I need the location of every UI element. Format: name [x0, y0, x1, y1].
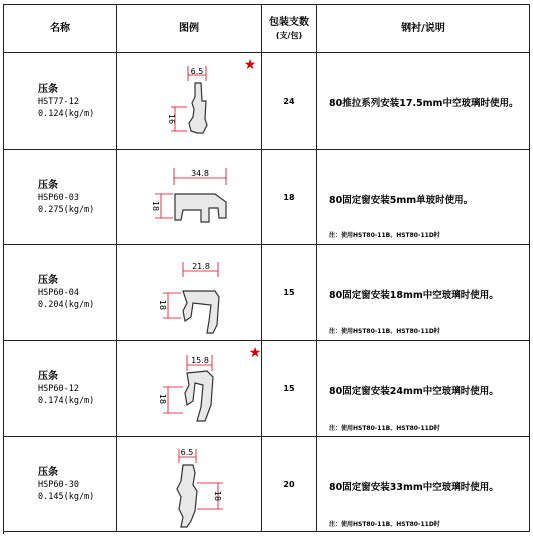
row-3-qty	[262, 341, 317, 437]
dim-height-label: 18	[213, 490, 222, 502]
row-2-desc	[317, 245, 530, 341]
row-3-qty-value: 15	[283, 384, 295, 393]
row-3-code: HSP60-12	[38, 384, 79, 394]
row-2-title: 压条	[38, 275, 58, 286]
row-4-desc	[317, 437, 530, 532]
dim-width-label: 6.5	[180, 448, 194, 457]
profile-shape-3	[185, 371, 213, 421]
row-3-note: 注：使用HST80-11B、HST80-11D时	[329, 425, 440, 432]
profile-shape-1	[175, 194, 226, 222]
row-2-weight: 0.204(kg/m)	[38, 300, 95, 310]
dim-height-label: 18	[151, 200, 160, 212]
header-qty-line2: (支/包)	[275, 30, 303, 40]
row-2-qty-value: 15	[283, 288, 295, 297]
profile-drawing-1	[117, 150, 262, 245]
header-name-text: 名称	[50, 23, 70, 34]
row-3-desc-text: 80固定窗安装24mm中空玻璃时使用。	[329, 386, 499, 397]
profile-shape-0	[189, 83, 207, 133]
star-icon: ★	[248, 345, 262, 361]
row-4-title: 压条	[38, 466, 58, 478]
profile-drawing-4	[117, 437, 262, 532]
row-1-figure	[117, 150, 262, 245]
row-4-qty	[262, 437, 317, 532]
spec-table	[3, 4, 530, 534]
dim-width-label: 21.8	[192, 262, 210, 271]
profile-shape-4	[177, 465, 197, 527]
row-1-desc-text: 80固定窗安装5mm单玻时使用。	[329, 195, 474, 206]
row-3-figure	[117, 341, 262, 437]
dim-height-label: 18	[158, 299, 167, 311]
row-4-figure	[117, 437, 262, 532]
row-3-title: 压条	[38, 371, 58, 382]
row-3-desc	[317, 341, 530, 437]
dim-width-label: 6.5	[190, 67, 204, 76]
header-figure	[117, 5, 262, 53]
row-1-qty-value: 18	[283, 192, 295, 202]
row-0-qty-value: 24	[283, 96, 295, 106]
header-desc	[317, 5, 530, 53]
star-icon: ★	[243, 57, 257, 73]
row-2-desc-text: 80固定窗安装18mm中空玻璃时使用。	[329, 290, 499, 301]
row-0-weight: 0.124(kg/m)	[38, 108, 95, 119]
header-qty	[262, 5, 317, 53]
row-1-weight: 0.275(kg/m)	[38, 204, 95, 215]
row-4-weight: 0.145(kg/m)	[38, 491, 95, 502]
row-0-name	[4, 53, 117, 150]
row-2-note: 注：使用HST80-11B、HST80-11D时	[329, 328, 440, 335]
row-1-title: 压条	[38, 179, 58, 191]
row-4-name	[4, 437, 117, 532]
row-0-title: 压条	[38, 83, 58, 95]
row-4-code: HSP60-30	[38, 479, 79, 490]
row-1-qty	[262, 150, 317, 245]
row-2-qty	[262, 245, 317, 341]
row-2-code: HSP60-04	[38, 288, 79, 298]
row-0-qty	[262, 53, 317, 150]
dim-width-label: 15.8	[191, 356, 209, 365]
row-1-note: 注：使用HST80-11B、HST80-11D时	[329, 232, 440, 239]
profile-drawing-3	[117, 341, 262, 437]
row-2-figure	[117, 245, 262, 341]
row-1-desc	[317, 150, 530, 245]
row-0-desc-text: 80推拉系列安装17.5mm中空玻璃时使用。	[329, 98, 519, 109]
row-3-weight: 0.174(kg/m)	[38, 396, 95, 406]
profile-drawing-0	[117, 53, 262, 150]
profile-drawing-2	[117, 245, 262, 341]
dim-width-label: 34.8	[191, 169, 209, 178]
profile-shape-2	[183, 291, 219, 333]
row-3-name	[4, 341, 117, 437]
row-1-code: HSP60-03	[38, 192, 79, 203]
dim-height-label: 16	[167, 113, 176, 125]
row-2-name	[4, 245, 117, 341]
header-desc-text: 钢衬/说明	[401, 23, 445, 34]
row-4-desc-text: 80固定窗安装33mm中空玻璃时使用。	[329, 482, 499, 493]
header-qty-line1: 包装支数	[269, 16, 309, 28]
dim-height-label: 18	[158, 393, 167, 405]
header-figure-text: 图例	[179, 23, 199, 34]
row-0-figure	[117, 53, 262, 150]
header-name	[4, 5, 117, 53]
row-4-note: 注：使用HST80-11B、HST80-11D时	[329, 521, 440, 528]
row-4-qty-value: 20	[283, 479, 295, 489]
row-0-code: HST77-12	[38, 96, 79, 107]
row-0-desc	[317, 53, 530, 150]
row-1-name	[4, 150, 117, 245]
